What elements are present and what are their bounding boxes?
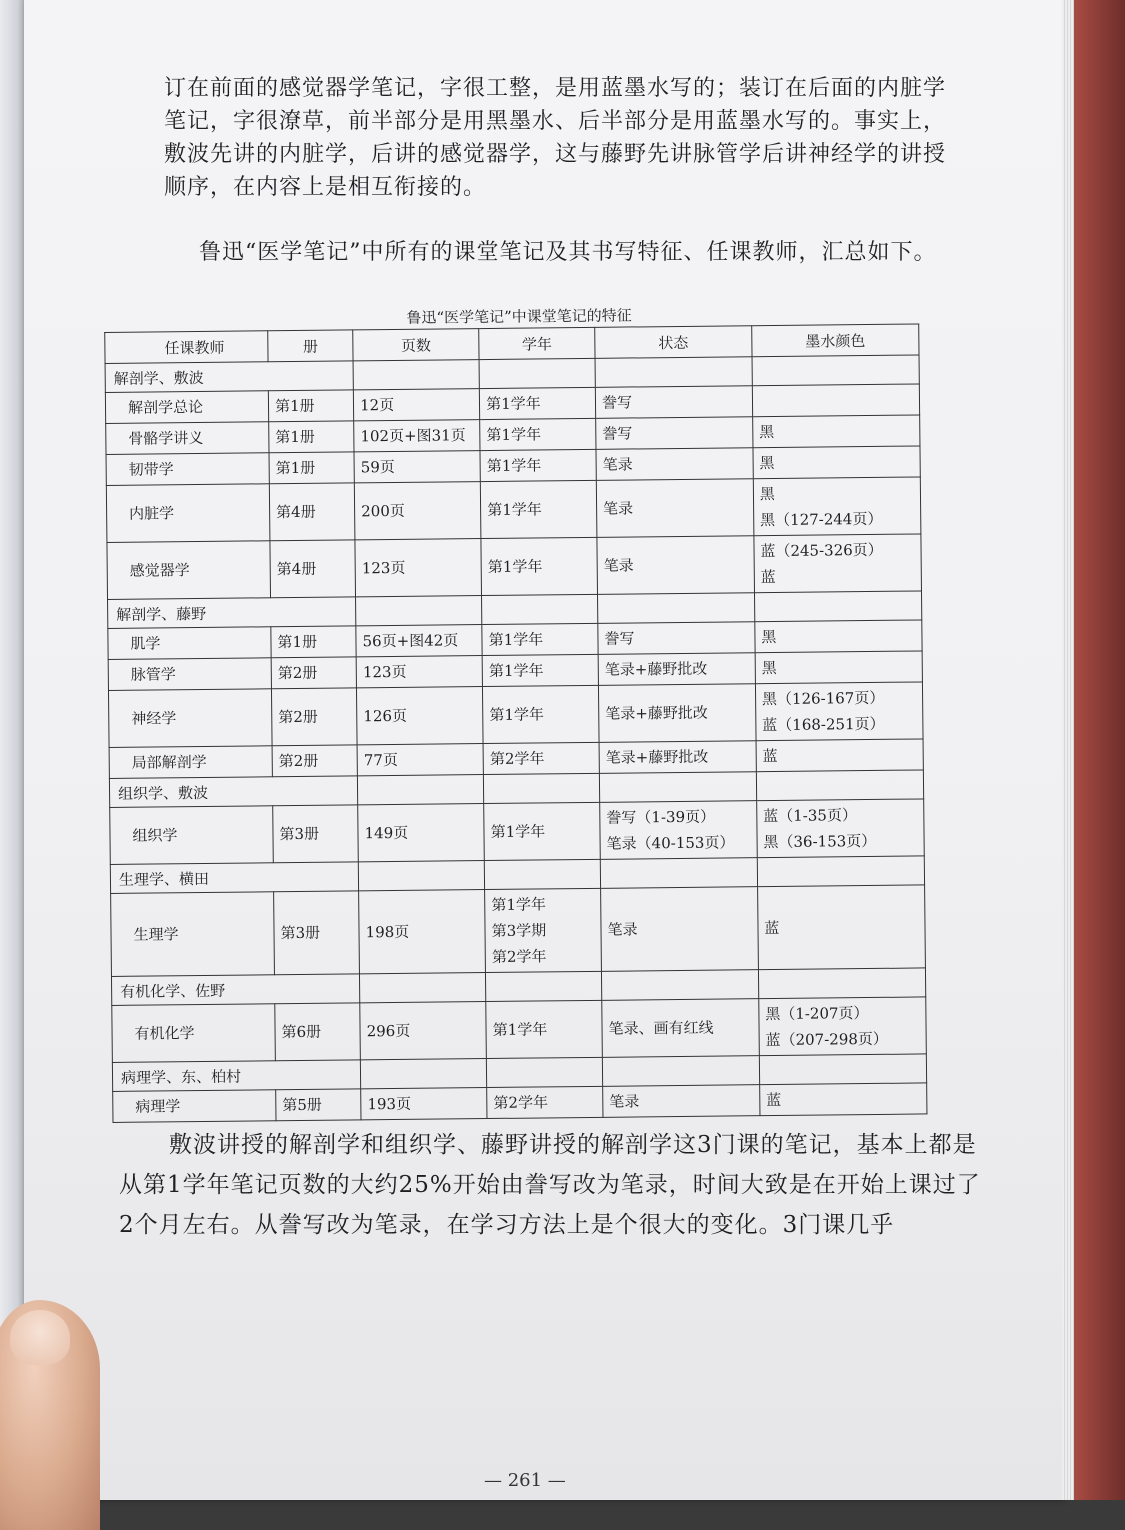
table-cell-pages: 200页 (354, 482, 481, 540)
table-header-cell: 页数 (353, 329, 479, 361)
table-cell-name: 有机化学 (112, 1004, 276, 1063)
table-cell-volume: 第3册 (274, 891, 360, 975)
table-cell-volume: 第1册 (271, 626, 356, 658)
book-page (24, 0, 1064, 1500)
finger-thumbnail-nail (10, 1310, 70, 1365)
table-cell-pages: 102页+图31页 (354, 420, 480, 452)
table-cell-ink: 蓝（1-35页） 黑（36-153页） (757, 799, 925, 858)
teacher-group-label: 有机化学、佐野 (111, 974, 359, 1006)
teacher-group-label: 病理学、东、柏村 (112, 1060, 360, 1092)
table-cell-year: 第1学年 (480, 418, 596, 450)
table-cell-name: 生理学 (111, 892, 275, 977)
table-cell-status: 笔录 (596, 479, 753, 538)
table-cell-year: 第1学年 (482, 623, 598, 655)
table-cell-empty (752, 355, 919, 386)
table-cell-status: 笔录、画有红线 (602, 999, 759, 1058)
table-cell-year: 第1学年 (480, 480, 596, 538)
table-cell-name: 病理学 (113, 1090, 276, 1123)
table-cell-empty (479, 358, 595, 388)
table-cell-name: 韧带学 (106, 453, 269, 486)
table-cell-pages: 59页 (354, 451, 480, 483)
page-stack-edge (1062, 0, 1074, 1500)
table-cell-volume: 第2册 (271, 657, 356, 689)
page-number: — 261 — (484, 1470, 566, 1491)
table-cell-ink: 蓝 (756, 739, 923, 772)
table-cell-status: 笔录 (603, 1085, 760, 1118)
table-header-cell: 任课教师 (105, 331, 268, 364)
table-cell-volume: 第4册 (269, 483, 355, 541)
table-cell-year: 第1学年 (481, 537, 597, 595)
table-cell-status: 誊写 (598, 622, 755, 655)
table-cell-ink (752, 384, 919, 417)
table-row (112, 997, 927, 1063)
teacher-group-label: 生理学、横田 (110, 862, 358, 894)
table-cell-ink: 黑（126-167页） 蓝（168-251页） (755, 682, 923, 741)
table-cell-year: 第1学年 (482, 654, 598, 686)
table-cell-ink: 黑 (755, 620, 922, 653)
table-cell-empty (754, 591, 921, 622)
table-cell-empty (598, 593, 755, 624)
table-cell-ink: 黑 (753, 415, 920, 448)
notes-table-container (104, 301, 942, 1116)
table-cell-ink: 黑 黑（127-244页） (753, 477, 921, 536)
table-cell-year: 第1学年 (480, 449, 596, 481)
table-cell-pages: 296页 (360, 1002, 487, 1060)
table-cell-empty (599, 772, 756, 803)
table-cell-pages: 123页 (356, 656, 482, 688)
teacher-group-label: 解剖学、藤野 (108, 597, 356, 629)
notes-table (104, 323, 927, 1122)
table-cell-empty (756, 770, 923, 801)
table-cell-empty (486, 971, 602, 1001)
table-row (107, 534, 922, 600)
table-cell-empty (757, 856, 924, 887)
table-cell-empty (484, 859, 600, 889)
table-cell-status: 笔录+藤野批改 (599, 741, 756, 774)
table-cell-ink: 黑 (753, 446, 920, 479)
table-cell-empty (358, 861, 484, 891)
table-row (110, 799, 925, 865)
table-row (108, 682, 923, 748)
table-cell-status: 誊写 (595, 386, 752, 419)
table-cell-volume: 第5册 (276, 1089, 361, 1121)
table-cell-volume: 第6册 (275, 1003, 361, 1061)
table-cell-status: 笔录 (601, 887, 759, 972)
table-cell-name: 感觉器学 (107, 541, 271, 600)
table-cell-empty (595, 357, 752, 388)
table-cell-year: 第1学年 (480, 387, 596, 419)
table-cell-empty (360, 973, 486, 1003)
table-cell-pages: 56页+图42页 (356, 625, 482, 657)
table-cell-name: 内脏学 (106, 484, 270, 543)
table-cell-name: 神经学 (108, 689, 272, 748)
table-cell-empty (356, 596, 482, 626)
paragraph-analysis (119, 1125, 989, 1245)
table-cell-empty (482, 594, 598, 624)
paragraph-intro: 订在前面的感觉器学笔记，字很工整，是用蓝墨水写的；装订在后面的内脏学笔记，字很潦草，前半部分是用黑墨水、后半部分是用蓝墨水写的。事实上，敷波先讲的内脏学，后讲的感觉器学，这与藤野先讲脉管学后讲神经学的讲授顺序，在内容上是相互衔接的。 (164, 76, 947, 200)
table-cell-empty (487, 1057, 603, 1087)
table-cell-volume: 第2册 (272, 745, 357, 777)
table-cell-ink: 蓝 (760, 1083, 927, 1116)
table-cell-volume: 第1册 (269, 421, 354, 453)
table-header-cell: 学年 (479, 327, 595, 359)
table-cell-empty (602, 1056, 759, 1087)
table-cell-status: 笔录+藤野批改 (598, 684, 755, 743)
table-cell-ink: 蓝 (757, 885, 925, 970)
table-header-cell: 状态 (595, 326, 752, 359)
table-cell-status: 誊写（1-39页） 笔录（40-153页） (600, 801, 757, 860)
table-cell-empty (353, 360, 479, 390)
table-cell-volume: 第1册 (269, 452, 354, 484)
teacher-group-label: 解剖学、敷波 (105, 361, 353, 393)
table-cell-volume: 第2册 (271, 688, 357, 746)
table-cell-status: 笔录+藤野批改 (598, 653, 755, 686)
table-cell-year: 第1学年 (486, 1000, 602, 1058)
table-header-cell: 墨水颜色 (752, 324, 919, 357)
table-header-cell: 册 (268, 330, 353, 362)
table-cell-pages: 149页 (358, 804, 485, 862)
table-cell-pages: 123页 (355, 539, 482, 597)
table-cell-name: 脉管学 (108, 658, 271, 691)
paragraph-analysis-text: 敷波讲授的解剖学和组织学、藤野讲授的解剖学这3门课的笔记，基本上都是从第1学年笔记页数的大约25%开始由誊写改为笔录，时间大致是在开始上课过了2个月左右。从誊写改为笔录，在学习方法上是个很大的变化。3门课几乎 (119, 1132, 981, 1238)
table-cell-pages: 198页 (359, 890, 486, 974)
table-cell-pages: 12页 (353, 389, 479, 421)
table-row (111, 885, 926, 977)
table-cell-status: 笔录 (597, 536, 754, 595)
table-cell-ink: 黑 (755, 651, 922, 684)
table-cell-name: 局部解剖学 (109, 746, 272, 779)
table-cell-volume: 第1册 (268, 390, 353, 422)
paragraph-summary-lead: 鲁迅“医学笔记”中所有的课堂笔记及其书写特征、任课教师，汇总如下。 (199, 240, 937, 265)
table-cell-pages: 193页 (361, 1088, 487, 1120)
table-cell-name: 肌学 (108, 627, 271, 660)
table-cell-empty (759, 1054, 926, 1085)
table-cell-year: 第1学年 第3学期 第2学年 (485, 888, 602, 972)
table-cell-name: 解剖学总论 (105, 391, 268, 424)
table-cell-empty (758, 968, 925, 999)
table-cell-year: 第2学年 (487, 1086, 603, 1118)
table-cell-volume: 第3册 (273, 805, 359, 863)
table-cell-name: 组织学 (110, 806, 274, 865)
teacher-group-label: 组织学、敷波 (109, 776, 357, 808)
table-cell-status: 誊写 (596, 417, 753, 450)
table-caption: 鲁迅“医学笔记”中课堂笔记的特征 (406, 306, 632, 327)
table-cell-pages: 77页 (357, 744, 483, 776)
table-cell-volume: 第4册 (270, 540, 356, 598)
table-cell-year: 第1学年 (483, 685, 599, 743)
table-cell-ink: 蓝（245-326页） 蓝 (754, 534, 922, 593)
table-cell-status: 笔录 (596, 448, 753, 481)
table-row (106, 477, 921, 543)
table-cell-name: 骨骼学讲义 (106, 422, 269, 455)
table-cell-ink: 黑（1-207页） 蓝（207-298页） (759, 997, 927, 1056)
table-cell-empty (600, 858, 757, 889)
table-cell-year: 第1学年 (484, 802, 600, 860)
table-cell-year: 第2学年 (483, 742, 599, 774)
table-cell-empty (484, 773, 600, 803)
table-cell-pages: 126页 (357, 687, 484, 745)
table-cell-empty (360, 1059, 486, 1089)
table-cell-empty (601, 970, 758, 1001)
table-cell-empty (357, 775, 483, 805)
